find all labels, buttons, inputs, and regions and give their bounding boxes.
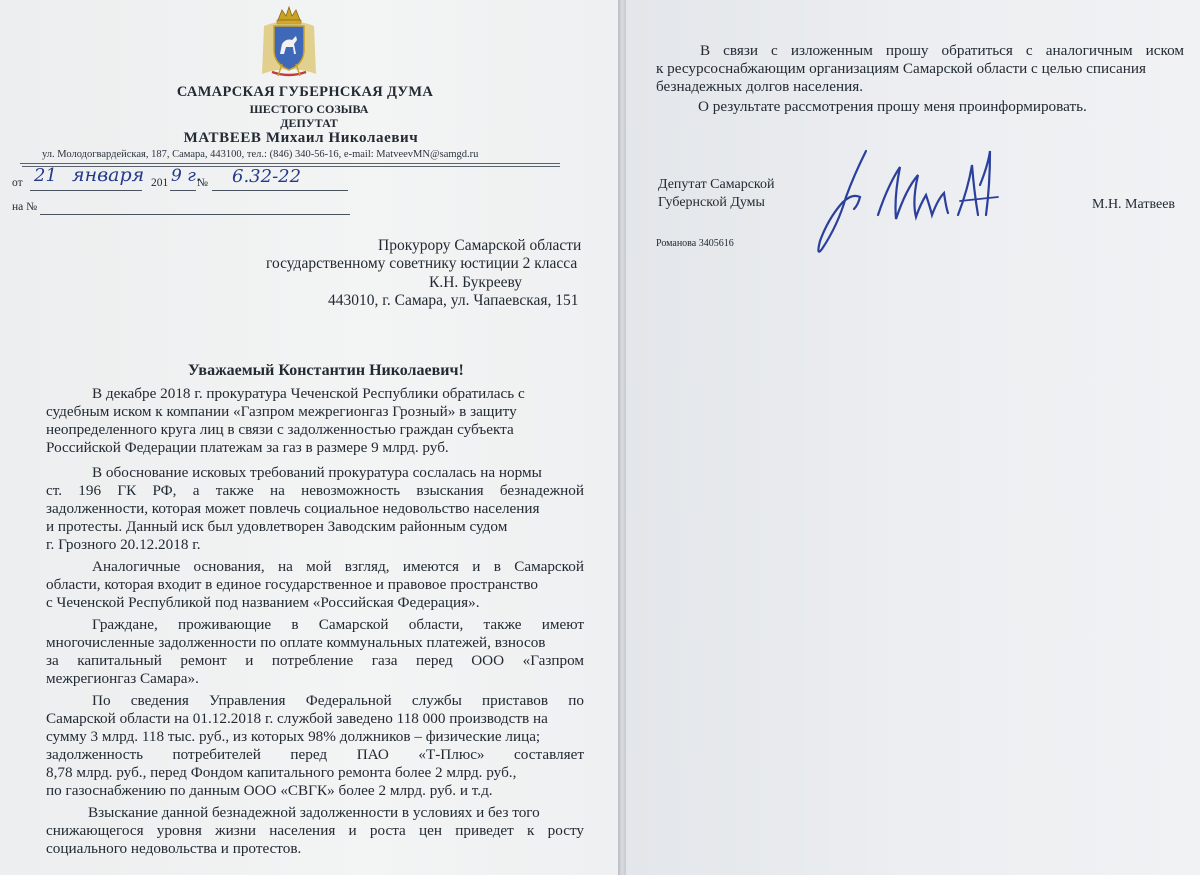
body-line: По сведения Управления Федеральной службы приставов по — [92, 692, 584, 709]
handwritten-day: 21 — [34, 165, 57, 186]
body-line: О результате рассмотрения прошу меня проинформировать. — [698, 98, 1087, 115]
samara-coat-of-arms-icon — [258, 4, 320, 80]
body-line: Аналогичные основания, на мой взгляд, имеются и в Самарской — [92, 558, 584, 575]
position-title: ДЕПУТАТ — [280, 116, 338, 130]
body-line: с Чеченской Республикой под названием «Российская Федерация». — [46, 594, 480, 611]
body-line: Взыскание данной безнадежной задолженности в условиях и без того — [88, 804, 540, 821]
convocation: ШЕСТОГО СОЗЫВА — [249, 102, 369, 116]
body-line: ст. 196 ГК РФ, а также на невозможность взыскания безнадежной — [46, 482, 584, 499]
body-line: многочисленные задолженности по оплате коммунальных платежей, взносов — [46, 634, 546, 651]
body-line: судебным иском к компании «Газпром межрегионгаз Грозный» в защиту — [46, 403, 517, 420]
body-line: за капитальный ремонт и потребление газа перед ООО «Газпром — [46, 652, 584, 669]
body-line: В связи с изложенным прошу обратиться с аналогичным иском — [700, 42, 1184, 59]
deputy-name: МАТВЕЕВ Михаил Николаевич — [183, 130, 419, 146]
body-line: неопределенного круга лиц в связи с задолженностью граждан субъекта — [46, 421, 514, 438]
body-line: В обоснование исковых требований прокуратура сослалась на нормы — [92, 464, 542, 481]
addressee-line: 443010, г. Самара, ул. Чапаевская, 151 — [328, 292, 579, 309]
executor-note: Романова 3405616 — [656, 238, 734, 249]
addressee-line: Прокурору Самарской области — [378, 237, 582, 254]
body-line: Самарской области на 01.12.2018 г. службой заведено 118 000 производств на — [46, 710, 548, 727]
addressee-line: государственному советнику юстиции 2 класса — [266, 255, 578, 272]
body-line: области, которая входит в единое государственное и правовое пространство — [46, 576, 538, 593]
body-line: задолженности, которая может повлечь социальное недовольство населения — [46, 500, 540, 517]
body-line: г. Грозного 20.12.2018 г. — [46, 536, 201, 553]
body-line: по газоснабжению по данным ООО «СВГК» более 2 млрд. руб. и т.д. — [46, 782, 493, 799]
handwritten-signature — [808, 145, 1008, 265]
year-prefix: 201 — [151, 177, 169, 189]
date-label: от — [12, 177, 23, 189]
signer-name: М.Н. Матвеев — [1092, 197, 1176, 212]
body-line: В декабре 2018 г. прокуратура Чеченской Республики обратилась с — [92, 385, 525, 402]
signer-title: Депутат Самарской — [658, 177, 775, 192]
handwritten-month: января — [72, 164, 145, 186]
body-line: Российской Федерации платежам за газ в размере 9 млрд. руб. — [46, 439, 449, 456]
handwritten-number: 6.32-22 — [232, 166, 302, 187]
letterhead-address: ул. Молодогвардейская, 187, Самара, 443100, тел.: (846) 340-56-16, e-mail: MatveevMN@samgd.ru — [42, 149, 479, 160]
date-underline — [30, 190, 142, 191]
reply-label: на № — [12, 201, 38, 213]
body-line: 8,78 млрд. руб., перед Фондом капитального ремонта более 2 млрд. руб., — [46, 764, 517, 781]
reply-underline — [40, 214, 350, 215]
number-underline — [212, 190, 348, 191]
org-name: САМАРСКАЯ ГУБЕРНСКАЯ ДУМА — [176, 84, 434, 100]
body-line: межрегионгаз Самара». — [46, 670, 199, 687]
body-line: сумму 3 млрд. 118 тыс. руб., из которых 98% должников – физические лица; — [46, 728, 541, 745]
body-line: социального недовольства и протестов. — [46, 840, 302, 857]
body-line: Граждане, проживающие в Самарской области, также имеют — [92, 616, 584, 633]
letter-page-2 — [626, 0, 1200, 875]
year-underline — [170, 190, 196, 191]
addressee-line: К.Н. Букрееву — [429, 274, 522, 291]
signer-title: Губернской Думы — [658, 195, 765, 210]
body-line: задолженность потребителей перед ПАО «Т-Плюс» составляет — [46, 746, 584, 763]
body-line: и протесты. Данный иск был удовлетворен Заводским районным судом — [46, 518, 508, 535]
body-line: снижающегося уровня жизни населения и роста цен приведет к росту — [46, 822, 584, 839]
handwritten-year: 9 г. — [171, 166, 202, 186]
body-line: безнадежных долгов населения. — [656, 78, 864, 95]
page-fold — [618, 0, 626, 875]
number-label: № — [197, 177, 208, 189]
salutation: Уважаемый Константин Николаевич! — [188, 362, 464, 379]
body-line: к ресурсоснабжающим организациям Самарской области с целью списания — [656, 60, 1147, 77]
